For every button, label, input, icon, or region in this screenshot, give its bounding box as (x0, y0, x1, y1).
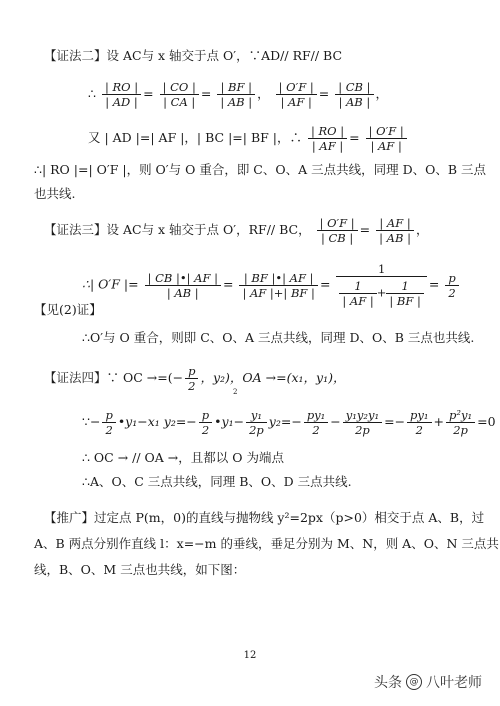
proof2-equal-line: 又 | AD |=| AF |，| BC |=| BF |，∴ $\frac{| RO |}{| AF |}$ = $\frac{| O'F |}{| AF |}$ (88, 124, 409, 153)
proof3-derivation: ∴| O′F |= $\frac{| CB |•| AF |}{| AB |}$ = $\frac{| BF |•| AF |}{| AF |+| BF |}$ = 1 $\frac{1}{| AF |}$ + $\frac{1}{| BF |}$ = $\frac{p}{2}$ (82, 262, 461, 308)
proof3-heading: 【证法三】设 AC与 x 轴交于点 O′，RF// BC， $\frac{| O'F |}{| CB |}$ = $\frac{| AF |}{| AB |}$ ， (44, 216, 429, 245)
ratio-of-af-2: $\frac{| O'F |}{| AF |}$ (366, 124, 407, 153)
proof4-conclusion: ∴A、O、C 三点共线，同理 B、O、D 三点共线. (82, 474, 352, 489)
generalization-line-1: 【推广】过定点 P(m，0)的直线与抛物线 y²=2px（p>0）相交于点 A、B，过 (44, 510, 485, 525)
proof2-ratio-line: ∴ $\frac{| RO |}{| AD |}$ = $\frac{| CO |}{| CA |}$ = $\frac{| BF |}{| AB |}$ ， $\frac{| O'F |}{| AF |}$ = $\frac{| CB |}{| AB |}$ ， (88, 80, 389, 109)
page-number: 12 (243, 650, 257, 661)
frac-bf-af-sum: $\frac{| BF |•| AF |}{| AF |+| BF |}$ (239, 271, 317, 300)
frac-yyy-2p: $\frac{\text{y₁y₂y₁}}{2p}$ (343, 408, 382, 437)
frac-py-2: $\frac{\text{py₁}}{2}$ (304, 408, 328, 437)
at-icon: @ (406, 674, 422, 690)
proof4-parallel: ∴ OC → // OA →，且都以 O 为端点 (82, 450, 284, 465)
superscript-mark: 2 (233, 388, 238, 396)
proof2-heading: 【证法二】设 AC与 x 轴交于点 O′，∵AD// RF// BC (44, 48, 343, 63)
ratio-ro-af: $\frac{| RO |}{| AF |}$ (308, 124, 347, 153)
reference-conclusion: ∴O′与 O 重合，则即 C、O、A 三点共线，同理 D、O、B 三点也共线. (82, 330, 475, 345)
proof4-computation: ∵− $\frac{p}{2}$ •y₁−x₁ y₂=− $\frac{p}{2}$ •y₁− $\frac{\text{y₁}}{2p}$ y₂=− $\frac{\text{py₁}}{2}$ − $\frac{\text{y₁y₂y₁}}{2p}$ =− $\frac{\text{py₁}}{2}$ + $\frac{\text{p²y₁}}{2p}$ =0 (82, 408, 496, 437)
ratio-bf-ab: $\frac{| BF |}{| AB |}$ (217, 80, 255, 109)
proof2-conclusion: ∴| RO |=| O′F |，则 O′与 O 重合，即 C、O、A 三点共线，同理 D、O、B 三点 (34, 162, 487, 177)
reference-label: 【见(2)证】 (34, 302, 102, 317)
proof4-heading: 【证法四】∵ OC →=(− $\frac{p}{2}$ ，y₂)，OA →=(x₁，y₁)， (44, 364, 346, 393)
ratio-cb-ab: $\frac{| CB |}{| AB |}$ (335, 80, 373, 109)
frac-p-2: $\frac{p}{2}$ (445, 271, 458, 300)
frac-harmonic: 1 $\frac{1}{| AF |}$ + $\frac{1}{| BF |}$ (336, 262, 427, 308)
frac-py-2-b: $\frac{\text{py₁}}{2}$ (407, 408, 431, 437)
frac-p2-2: $\frac{p}{2}$ (199, 408, 212, 437)
ratio-of-cb: $\frac{| O'F |}{| CB |}$ (317, 216, 358, 245)
ratio-af-ab: $\frac{| AF |}{| AB |}$ (376, 216, 414, 245)
frac-p2-1: $\frac{p}{2}$ (102, 408, 115, 437)
frac-y-2p: $\frac{\text{y₁}}{2p}$ (246, 408, 267, 437)
watermark-prefix: 头条 (374, 675, 402, 691)
generalization-line-3: 线，B、O、M 三点也共线，如下图： (34, 562, 246, 577)
ratio-ro-ad: $\frac{| RO |}{| AD |}$ (102, 80, 141, 109)
watermark (374, 672, 482, 692)
therefore-symbol: ∴ (88, 86, 96, 101)
watermark-name: 八叶老师 (426, 675, 482, 691)
proof2-conclusion-end: 也共线. (34, 186, 76, 201)
ratio-of-af: $\frac{| O'F |}{| AF |}$ (276, 80, 317, 109)
frac-p2y-2p: $\frac{\text{p²y₁}}{2p}$ (446, 408, 475, 437)
ratio-co-ca: $\frac{| CO |}{| CA |}$ (160, 80, 199, 109)
generalization-line-2: A、B 两点分别作直线 l：x=−m 的垂线，垂足分别为 M、N，则 A、O、N 三点共 (34, 536, 499, 551)
frac-cb-af-ab: $\frac{| CB |•| AF |}{| AB |}$ (145, 271, 221, 300)
frac-p-2-a: $\frac{p}{2}$ (185, 364, 198, 393)
